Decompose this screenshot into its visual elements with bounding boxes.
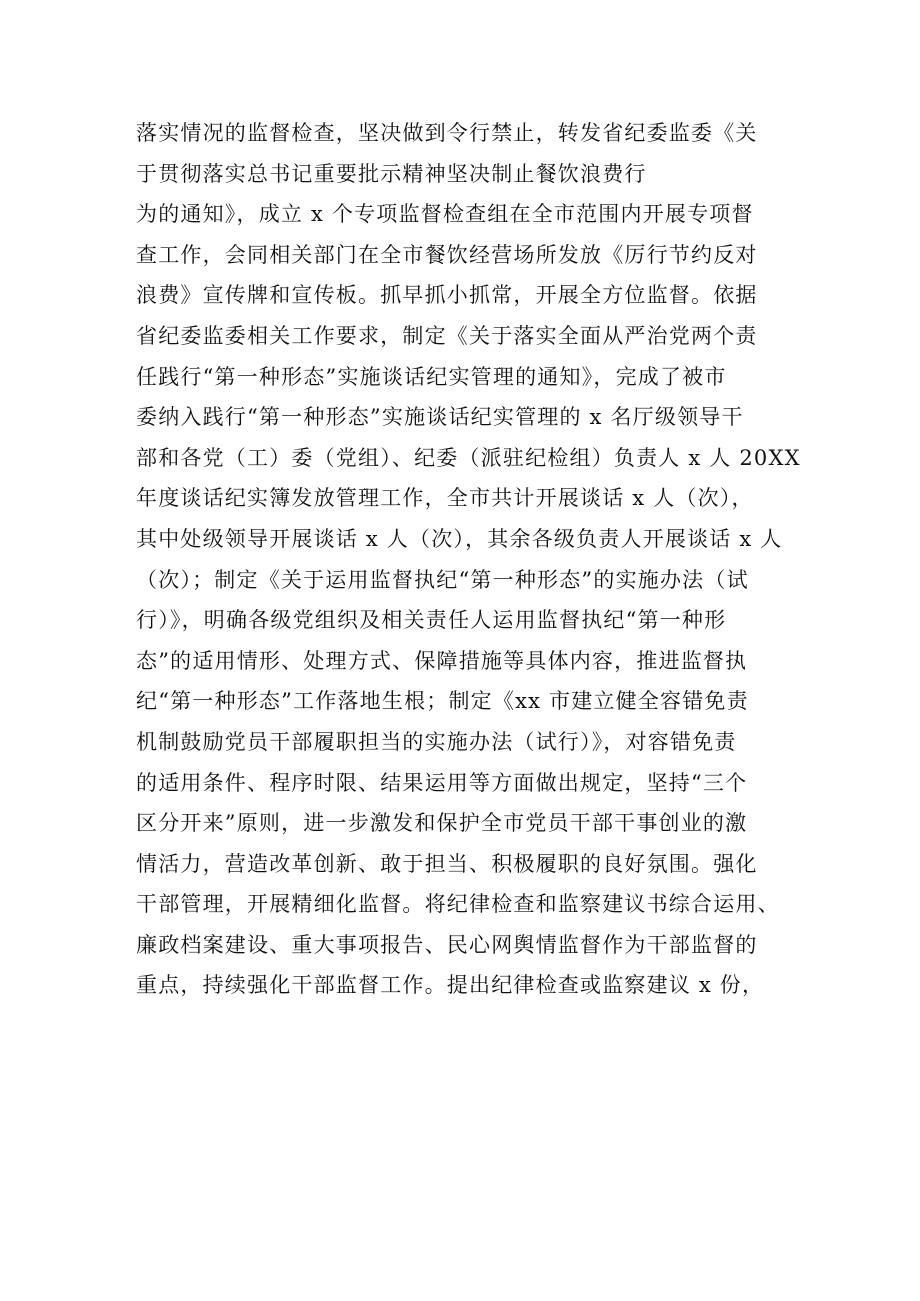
- text-line: 部和各党（工）委（党组）、纪委（派驻纪检组）负责人 x 人 20XX: [136, 445, 801, 470]
- text-line: 态”的适用情形、处理方式、保障措施等具体内容，推进监督执: [136, 648, 748, 673]
- text-line: 查工作，会同相关部门在全市餐饮经营场所发放《厉行节约反对: [136, 242, 758, 267]
- text-line: 为的通知》，成立 x 个专项监督检查组在全市范围内开展专项督: [136, 202, 754, 227]
- text-line: 的适用条件、程序时限、结果运用等方面做出规定，坚持“三个: [136, 770, 748, 795]
- text-line: 干部管理，开展精细化监督。将纪律检查和监察建议书综合运用、: [136, 892, 780, 917]
- text-line: 委纳入践行“第一种形态”实施谈话纪实管理的 x 名厅级领导干: [136, 405, 744, 430]
- text-line: 廉政档案建设、重大事项报告、民心网舆情监督作为干部监督的: [136, 932, 758, 957]
- text-line: 区分开来”原则，进一步激发和保护全市党员干部干事创业的激: [136, 811, 748, 836]
- text-line: 行）》，明确各级党组织及相关责任人运用监督执纪“第一种形: [136, 608, 727, 633]
- text-line: 年度谈话纪实簿发放管理工作，全市共计开展谈话 x 人（次），: [136, 486, 754, 511]
- text-line: 情活力，营造改革创新、敢于担当、积极履职的良好氛围。强化: [136, 851, 758, 876]
- text-line: 浪费》宣传牌和宣传板。抓早抓小抓常，开展全方位监督。依据: [136, 283, 758, 308]
- text-line: 省纪委监委相关工作要求，制定《关于落实全面从严治党两个责: [136, 323, 758, 348]
- document-body: [136, 113, 801, 1006]
- text-line: 其中处级领导开展谈话 x 人（次），其余各级负责人开展谈话 x 人: [136, 526, 783, 551]
- text-line: 任践行“第一种形态”实施谈话纪实管理的通知》，完成了被市: [136, 364, 727, 389]
- text-line: 于贯彻落实总书记重要批示精神坚决制止餐饮浪费行: [136, 161, 647, 186]
- text-line: 重点，持续强化干部监督工作。提出纪律检查或监察建议 x 份，: [136, 973, 765, 998]
- text-line: 机制鼓励党员干部履职担当的实施办法（试行）》，对容错免责: [136, 729, 737, 754]
- text-line: （次）；制定《关于运用监督执纪“第一种形态”的实施办法（试: [136, 567, 749, 592]
- text-line: 纪“第一种形态”工作落地生根；制定《xx 市建立健全容错免责: [136, 689, 749, 714]
- text-line: 落实情况的监督检查，坚决做到令行禁止，转发省纪委监委《关: [136, 121, 758, 145]
